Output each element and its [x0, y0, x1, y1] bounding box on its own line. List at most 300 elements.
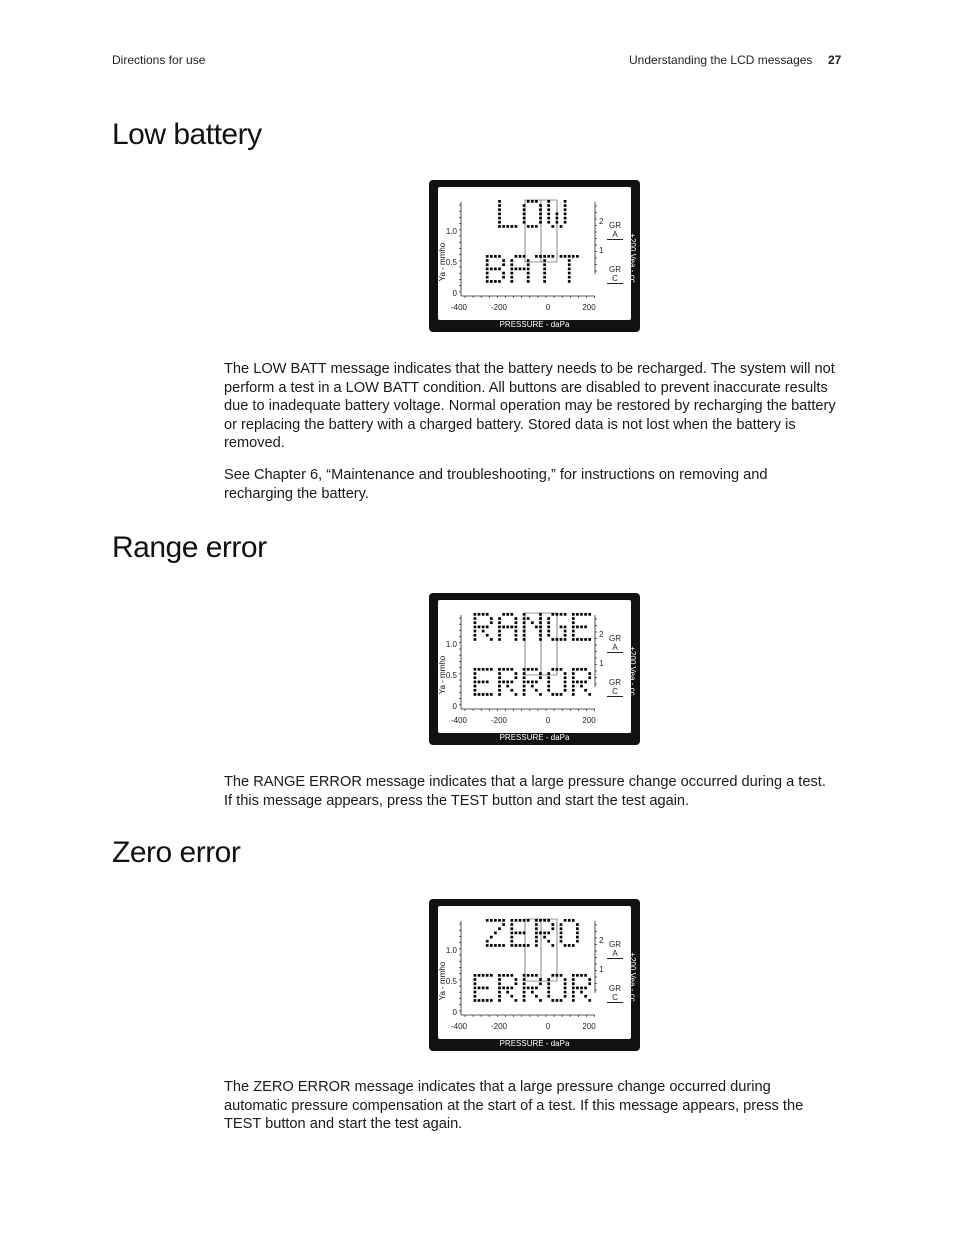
lcd-dot — [510, 276, 513, 279]
x-axis-title: PRESSURE - daPa — [499, 1039, 570, 1048]
lcd-dot — [490, 974, 493, 977]
lcd-dot — [568, 276, 571, 279]
lcd-dot — [527, 263, 530, 266]
lcd-dot — [560, 974, 563, 977]
lcd-dot — [556, 217, 559, 220]
lcd-dot — [572, 693, 575, 696]
lcd-dot — [584, 689, 587, 692]
lcd-dot — [498, 689, 501, 692]
lcd-dot — [502, 259, 505, 262]
lcd-dot — [506, 987, 509, 990]
lcd-dot — [474, 617, 477, 620]
lcd-dot — [510, 681, 513, 684]
lcd-dot — [519, 268, 522, 271]
lcd-dot — [523, 681, 526, 684]
lcd-dot — [515, 638, 518, 641]
lcd-dot — [482, 693, 485, 696]
lcd-dot — [474, 999, 477, 1002]
lcd-dot — [551, 668, 554, 671]
lcd-dot — [572, 617, 575, 620]
lcd-dot — [560, 613, 563, 616]
lcd-dot — [535, 919, 538, 922]
lcd-dot — [551, 638, 554, 641]
x-tick-label: 200 — [582, 1022, 596, 1031]
lcd-dot — [572, 638, 575, 641]
lcd-dot — [523, 672, 526, 675]
lcd-dot — [515, 225, 518, 228]
lcd-dot — [547, 676, 550, 679]
lcd-dot — [510, 927, 513, 930]
lcd-message-line-1 — [498, 200, 566, 228]
lcd-dot — [502, 974, 505, 977]
lcd-dot — [490, 693, 493, 696]
lcd-dot — [490, 919, 493, 922]
lcd-dot — [535, 995, 538, 998]
lcd-dot — [564, 221, 567, 224]
gr-c-bottom: C — [607, 274, 623, 284]
lcd-dot — [494, 255, 497, 258]
lcd-dot — [490, 280, 493, 283]
x-axis-title: PRESSURE - daPa — [499, 320, 570, 329]
lcd-dot — [539, 204, 542, 207]
lcd-dot — [568, 263, 571, 266]
lcd-dot — [486, 693, 489, 696]
lcd-dot — [551, 927, 554, 930]
lcd-dot — [588, 613, 591, 616]
lcd-dot — [572, 995, 575, 998]
lcd-dot — [547, 634, 550, 637]
lcd-dot — [560, 936, 563, 939]
gr-a-top: GR — [609, 634, 621, 643]
lcd-dot — [564, 200, 567, 203]
lcd-dot — [515, 676, 518, 679]
lcd-dot — [576, 940, 579, 943]
lcd-dot — [556, 638, 559, 641]
lcd-dot — [564, 634, 567, 637]
lcd-dot — [515, 268, 518, 271]
lcd-dot — [482, 613, 485, 616]
lcd-dot — [535, 927, 538, 930]
lcd-dot — [584, 987, 587, 990]
lcd-dot — [547, 995, 550, 998]
lcd-dot — [474, 693, 477, 696]
right-tick-label: 2 — [599, 630, 604, 639]
lcd-dot — [490, 668, 493, 671]
lcd-dot — [535, 689, 538, 692]
lcd-dot — [531, 200, 534, 203]
lcd-dot — [547, 221, 550, 224]
lcd-dot — [564, 255, 567, 258]
lcd-dot — [523, 634, 526, 637]
section-title-range-error: Range error — [112, 531, 267, 564]
y-tick-label: 0 — [452, 289, 457, 298]
lcd-dot — [506, 685, 509, 688]
lcd-dot — [498, 676, 501, 679]
lcd-dot — [564, 213, 567, 216]
lcd-dot — [572, 626, 575, 629]
lcd-dot — [564, 944, 567, 947]
lcd-dot — [588, 978, 591, 981]
lcd-dot — [478, 987, 481, 990]
lcd-dot — [547, 940, 550, 943]
lcd-dot — [527, 974, 530, 977]
lcd-dot — [576, 923, 579, 926]
lcd-dot — [564, 613, 567, 616]
lcd-dot — [564, 991, 567, 994]
lcd-dot — [539, 221, 542, 224]
lcd-dot — [510, 613, 513, 616]
lcd-dot — [564, 676, 567, 679]
lcd-dot — [474, 995, 477, 998]
lcd-dot — [539, 693, 542, 696]
lcd-dot — [535, 225, 538, 228]
lcd-dot — [498, 638, 501, 641]
lcd-dot — [535, 974, 538, 977]
lcd-dot — [515, 919, 518, 922]
lcd-dot — [547, 689, 550, 692]
lcd-dot — [523, 617, 526, 620]
lcd-dot — [486, 919, 489, 922]
lcd-dot — [506, 626, 509, 629]
right-tick-label: 2 — [599, 217, 604, 226]
lcd-dot — [564, 919, 567, 922]
lcd-dot — [474, 634, 477, 637]
lcd-dot — [543, 255, 546, 258]
lcd-dot — [564, 978, 567, 981]
lcd-dot — [486, 974, 489, 977]
lcd-dot — [568, 255, 571, 258]
lcd-dot — [486, 276, 489, 279]
lcd-dot — [498, 630, 501, 633]
lcd-dot — [482, 630, 485, 633]
lcd-dot — [510, 944, 513, 947]
lcd-dot — [490, 617, 493, 620]
lcd-dot — [551, 693, 554, 696]
lcd-dot — [498, 978, 501, 981]
right-axis-title-wrap — [625, 233, 639, 283]
lcd-dot — [510, 995, 513, 998]
lcd-dot — [535, 668, 538, 671]
lcd-dot — [547, 200, 550, 203]
section-paragraph: The LOW BATT message indicates that the battery needs to be recharged. The system will not perform a test in a LOW BATT condition. All buttons are disabled to prevent inaccurate results due to inadequate battery voltage. Normal operation may be restored by recharging the battery or replacing the battery with a charged battery. Stored data is not lost when the battery is removed. — [224, 361, 836, 452]
lcd-dot — [506, 613, 509, 616]
lcd-dot — [498, 999, 501, 1002]
lcd-dot — [572, 255, 575, 258]
lcd-dot — [478, 974, 481, 977]
gr-a-bottom: A — [607, 643, 623, 653]
lcd-dot — [531, 668, 534, 671]
page-number: 27 — [828, 53, 842, 67]
lcd-dot — [539, 932, 542, 935]
lcd-dot — [523, 932, 526, 935]
lcd-dot — [527, 944, 530, 947]
lcd-dot — [478, 693, 481, 696]
lcd-dot — [490, 936, 493, 939]
lcd-dot — [482, 626, 485, 629]
lcd-dot — [523, 689, 526, 692]
lcd-dot — [478, 999, 481, 1002]
lcd-dot — [510, 936, 513, 939]
lcd-dot — [519, 919, 522, 922]
lcd-dot — [572, 672, 575, 675]
lcd-dot — [539, 217, 542, 220]
lcd-dot — [510, 280, 513, 283]
lcd-dot — [531, 991, 534, 994]
lcd-dot — [580, 991, 583, 994]
lcd-dot — [502, 276, 505, 279]
lcd-dot — [486, 944, 489, 947]
lcd-dot — [490, 621, 493, 624]
lcd-dot — [580, 681, 583, 684]
lcd-dot — [588, 999, 591, 1002]
lcd-dot — [564, 217, 567, 220]
lcd-dot — [547, 685, 550, 688]
section-paragraph: The RANGE ERROR message indicates that a large pressure change occurred during a test. If this message appears, press the TEST button and start the test again. — [224, 774, 826, 809]
y-axis-title: Ya - mmho — [438, 242, 447, 282]
right-tick-label: 1 — [599, 246, 604, 255]
lcd-dot — [474, 621, 477, 624]
gr-c-top: GR — [609, 984, 621, 993]
lcd-dot — [572, 676, 575, 679]
lcd-dot — [584, 681, 587, 684]
lcd-dot — [502, 944, 505, 947]
y-tick-label: 0 — [452, 702, 457, 711]
lcd-dot — [547, 255, 550, 258]
lcd-dot — [527, 276, 530, 279]
lcd-dot — [543, 936, 546, 939]
lcd-dot — [572, 668, 575, 671]
lcd-dot — [584, 626, 587, 629]
lcd-dot — [576, 681, 579, 684]
lcd-dot — [519, 944, 522, 947]
lcd-dot — [523, 987, 526, 990]
lcd-dot — [543, 932, 546, 935]
lcd-dot — [535, 255, 538, 258]
lcd-dot — [568, 272, 571, 275]
lcd-dot — [556, 668, 559, 671]
lcd-dot — [560, 923, 563, 926]
lcd-dot — [564, 995, 567, 998]
lcd-dot — [510, 923, 513, 926]
lcd-dot — [535, 932, 538, 935]
lcd-dot — [539, 617, 542, 620]
lcd-dot — [523, 974, 526, 977]
lcd-dot — [568, 944, 571, 947]
lcd-dot — [523, 613, 526, 616]
y-axis-title-wrap — [436, 655, 450, 695]
lcd-dot — [556, 974, 559, 977]
lcd-dot — [539, 630, 542, 633]
lcd-dot — [556, 221, 559, 224]
x-tick-label: 0 — [545, 303, 551, 312]
lcd-dot — [527, 259, 530, 262]
lcd-dot — [474, 987, 477, 990]
lcd-dot — [515, 672, 518, 675]
lcd-dot — [572, 689, 575, 692]
lcd-dot — [535, 681, 538, 684]
lcd-dot — [588, 693, 591, 696]
lcd-dot — [523, 626, 526, 629]
lcd-dot — [515, 944, 518, 947]
lcd-dot — [527, 280, 530, 283]
lcd-dot — [547, 213, 550, 216]
lcd-dot — [560, 940, 563, 943]
gr-c-bottom: C — [607, 993, 623, 1003]
lcd-dot — [498, 200, 501, 203]
lcd-dot — [539, 999, 542, 1002]
lcd-dot — [498, 634, 501, 637]
gr-c-label — [607, 984, 623, 1003]
lcd-dot — [580, 668, 583, 671]
lcd-dot — [515, 982, 518, 985]
lcd-dot — [498, 987, 501, 990]
lcd-dot — [564, 685, 567, 688]
gr-c-label — [607, 678, 623, 697]
right-axis-title: +200 Vea - cc — [628, 646, 637, 696]
lcd-dot — [486, 681, 489, 684]
right-axis-title: +200 Vea - cc — [628, 952, 637, 1002]
lcd-dot — [498, 626, 501, 629]
gr-a-label — [607, 221, 623, 240]
lcd-display-low-batt — [429, 180, 640, 332]
lcd-dot — [519, 932, 522, 935]
lcd-dot — [535, 626, 538, 629]
right-axis-title: +200 Vea - cc — [628, 233, 637, 283]
lcd-dot — [474, 974, 477, 977]
lcd-dot — [478, 681, 481, 684]
lcd-dot — [572, 944, 575, 947]
lcd-dot — [539, 634, 542, 637]
lcd-dot — [547, 978, 550, 981]
lcd-dot — [572, 978, 575, 981]
right-axis-title-wrap — [625, 646, 639, 696]
lcd-dot — [572, 982, 575, 985]
lcd-dot — [486, 626, 489, 629]
x-tick-label: -200 — [490, 303, 507, 312]
lcd-dot — [494, 268, 497, 271]
lcd-dot — [527, 272, 530, 275]
lcd-dot — [568, 268, 571, 271]
lcd-dot — [498, 991, 501, 994]
lcd-dot — [515, 255, 518, 258]
x-tick-label: -400 — [450, 303, 467, 312]
lcd-dot — [531, 685, 534, 688]
gr-c-top: GR — [609, 265, 621, 274]
y-tick-label: 1.0 — [445, 946, 457, 955]
lcd-dot — [474, 613, 477, 616]
lcd-dot — [547, 208, 550, 211]
lcd-dot — [523, 999, 526, 1002]
lcd-dot — [572, 987, 575, 990]
lcd-dot — [547, 681, 550, 684]
lcd-dot — [543, 263, 546, 266]
lcd-dot — [588, 638, 591, 641]
lcd-dot — [498, 685, 501, 688]
lcd-dot — [523, 213, 526, 216]
lcd-dot — [588, 672, 591, 675]
section-title-low-battery: Low battery — [112, 118, 262, 151]
lcd-dot — [502, 626, 505, 629]
lcd-dot — [482, 668, 485, 671]
lcd-dot — [560, 638, 563, 641]
y-axis-title-wrap — [436, 961, 450, 1001]
lcd-dot — [576, 927, 579, 930]
lcd-dot — [539, 982, 542, 985]
lcd-dot — [498, 982, 501, 985]
lcd-dot — [551, 613, 554, 616]
lcd-dot — [547, 991, 550, 994]
lcd-dot — [576, 613, 579, 616]
lcd-dot — [531, 621, 534, 624]
lcd-dot — [539, 638, 542, 641]
lcd-dot — [482, 681, 485, 684]
lcd-dot — [547, 672, 550, 675]
lcd-dot — [498, 919, 501, 922]
lcd-dot — [523, 919, 526, 922]
lcd-dot — [564, 681, 567, 684]
lcd-dot — [506, 681, 509, 684]
lcd-dot — [510, 668, 513, 671]
lcd-dot — [486, 259, 489, 262]
lcd-dot — [498, 208, 501, 211]
lcd-dot — [576, 638, 579, 641]
lcd-dot — [523, 668, 526, 671]
lcd-message-line-1 — [486, 919, 579, 947]
gr-c-label — [607, 265, 623, 284]
lcd-dot — [527, 617, 530, 620]
lcd-dot — [498, 217, 501, 220]
gr-a-label — [607, 634, 623, 653]
lcd-dot — [551, 923, 554, 926]
lcd-dot — [474, 638, 477, 641]
lcd-dot — [523, 630, 526, 633]
lcd-dot — [510, 987, 513, 990]
lcd-dot — [535, 936, 538, 939]
lcd-dot — [572, 613, 575, 616]
lcd-dot — [539, 919, 542, 922]
lcd-message-line-2 — [474, 668, 592, 696]
lcd-dot — [502, 263, 505, 266]
lcd-dot — [539, 676, 542, 679]
x-tick-label: 0 — [545, 1022, 551, 1031]
lcd-dot — [523, 638, 526, 641]
lcd-dot — [494, 932, 497, 935]
lcd-dot — [543, 268, 546, 271]
lcd-dot — [576, 668, 579, 671]
lcd-dot — [531, 681, 534, 684]
lcd-dot — [535, 923, 538, 926]
header-left-text: Directions for use — [112, 53, 206, 67]
lcd-dot — [490, 944, 493, 947]
lcd-dot — [486, 940, 489, 943]
lcd-dot — [572, 999, 575, 1002]
lcd-dot — [543, 919, 546, 922]
lcd-dot — [535, 944, 538, 947]
lcd-dot — [535, 940, 538, 943]
lcd-dot — [506, 225, 509, 228]
lcd-dot — [527, 225, 530, 228]
lcd-dot — [584, 974, 587, 977]
lcd-dot — [547, 919, 550, 922]
lcd-dot — [576, 626, 579, 629]
lcd-display-range-error — [429, 593, 640, 745]
x-tick-label: -200 — [490, 716, 507, 725]
lcd-dot — [547, 626, 550, 629]
lcd-dot — [564, 626, 567, 629]
lcd-dot — [515, 621, 518, 624]
lcd-dot — [502, 668, 505, 671]
lcd-dot — [543, 276, 546, 279]
